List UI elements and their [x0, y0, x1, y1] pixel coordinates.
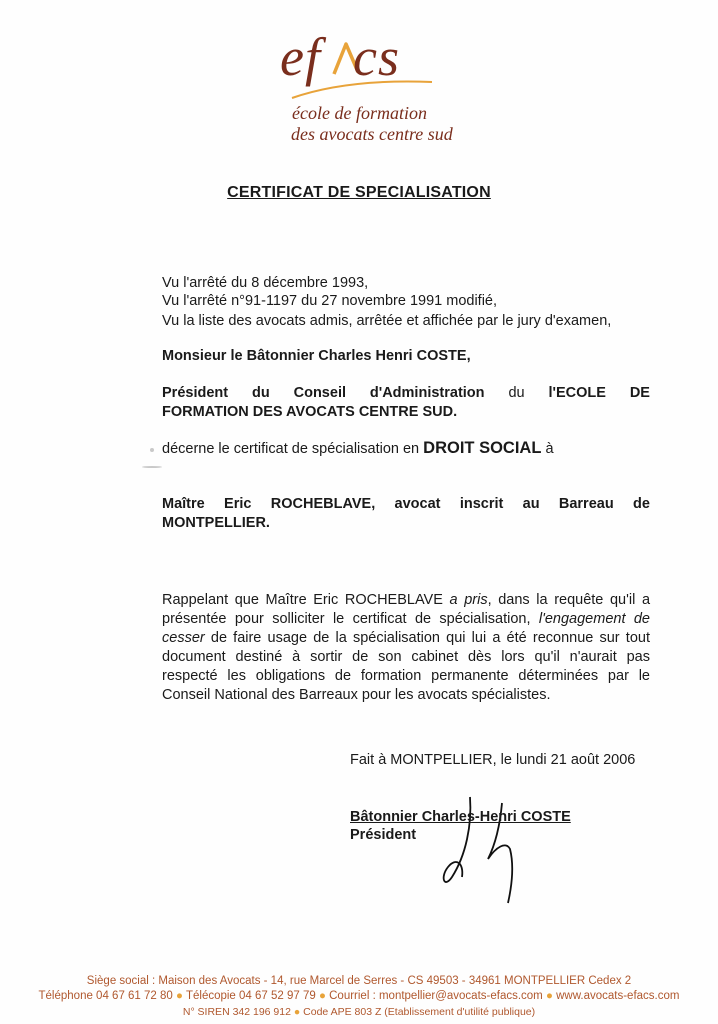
footer-tel: Téléphone 04 67 61 72 80	[38, 990, 173, 1002]
para-l1c: , dans la requête qu'il a	[487, 592, 651, 608]
bullet-icon: ●	[318, 990, 326, 1002]
signatory-role: Président	[350, 827, 417, 843]
decerne-suffix: à	[545, 441, 554, 457]
para-line-3	[162, 629, 650, 648]
decerne-line	[162, 440, 554, 458]
du-word: du	[252, 385, 270, 401]
barreau-word: Barreau	[558, 496, 614, 512]
de-word-2: de	[633, 496, 650, 512]
president-line	[162, 385, 650, 402]
au-word: au	[522, 496, 540, 512]
decerne-prefix: décerne le certificat de spécialisation en	[162, 441, 420, 457]
para-l2b: l'engagement de	[538, 611, 650, 627]
de-word: DE	[629, 385, 650, 401]
bullet-icon: ●	[176, 990, 183, 1002]
scan-speck	[142, 466, 162, 468]
para-line-4: document destiné à sortir de son cabinet dès lors qu'il n'aurait pas	[162, 649, 650, 665]
eric-word: Eric	[224, 496, 252, 512]
para-line-1	[162, 591, 650, 610]
footer-address: Siège social : Maison des Avocats - 14, rue Marcel de Serres - CS 49503 - 34961 MONTPELLIER Cedex 2	[86, 975, 632, 987]
footer-contacts	[0, 989, 718, 1003]
document-title: CERTIFICAT DE SPECIALISATION	[227, 184, 491, 201]
rocheblave-word: ROCHEBLAVE,	[270, 496, 376, 512]
logo-line-2: des avocats centre sud	[291, 124, 453, 144]
scan-speck	[150, 448, 154, 452]
avocat-word: avocat	[394, 496, 441, 512]
ecole-line-2: FORMATION DES AVOCATS CENTRE SUD.	[162, 404, 458, 420]
bullet-icon: ●	[293, 1006, 301, 1018]
para-l1b: a pris	[449, 592, 488, 608]
para-l2a: présentée pour solliciter le certificat de spécialisation,	[162, 611, 531, 627]
bullet-icon: ●	[545, 990, 553, 1002]
footer-ape: Code APE 803 Z (Etablissement d'utilité publique)	[303, 1006, 536, 1018]
du-word-2: du	[508, 385, 525, 401]
vu-line-1: Vu l'arrêté du 8 décembre 1993,	[162, 275, 369, 291]
signatory-name: Bâtonnier Charles-Henri COSTE	[350, 809, 571, 825]
footer-siren: N° SIREN 342 196 912	[182, 1006, 291, 1018]
para-l3a: cesser	[162, 630, 205, 646]
vu-line-2: Vu l'arrêté n°91-1197 du 27 novembre 1991 modifié,	[162, 293, 498, 309]
batonnier-line: Monsieur le Bâtonnier Charles Henri COSTE,	[162, 348, 471, 364]
maitre-line	[162, 496, 650, 513]
footer-mail: Courriel : montpellier@avocats-efacs.com	[329, 990, 543, 1002]
handwritten-signature	[430, 785, 540, 910]
footer-fax: Télécopie 04 67 52 97 79	[185, 990, 316, 1002]
para-line-5: respecté les obligations de formation permanente déterminées par le	[162, 668, 650, 684]
montpellier-line: MONTPELLIER.	[162, 515, 270, 531]
vu-line-3: Vu la liste des avocats admis, arrêtée et affichée par le jury d'examen,	[162, 313, 612, 329]
conseil-word: Conseil	[293, 385, 346, 401]
president-word: Président	[162, 385, 229, 401]
footer-web: www.avocats-efacs.com	[556, 990, 680, 1002]
efacs-logo	[262, 22, 492, 142]
para-line-6: Conseil National des Barreaux pour les avocats spécialistes.	[162, 687, 551, 703]
maitre-word: Maître	[162, 496, 205, 512]
para-line-2	[162, 610, 650, 629]
speciality: DROIT SOCIAL	[423, 439, 542, 457]
para-l1a: Rappelant que Maître Eric ROCHEBLAVE	[162, 592, 443, 608]
fait-line: Fait à MONTPELLIER, le lundi 21 août 2006	[350, 752, 636, 768]
administration-word: d'Administration	[369, 385, 485, 401]
para-l3b: de faire usage de la spécialisation qui lui a été reconnue sur tout	[204, 630, 650, 646]
ecole-word: l'ECOLE	[548, 385, 606, 401]
footer-registration	[0, 1005, 718, 1019]
engagement-paragraph	[162, 591, 650, 705]
inscrit-word: inscrit	[459, 496, 504, 512]
logo-line-1: école de formation	[292, 103, 427, 123]
logo-wordmark: ef cs	[280, 27, 400, 87]
